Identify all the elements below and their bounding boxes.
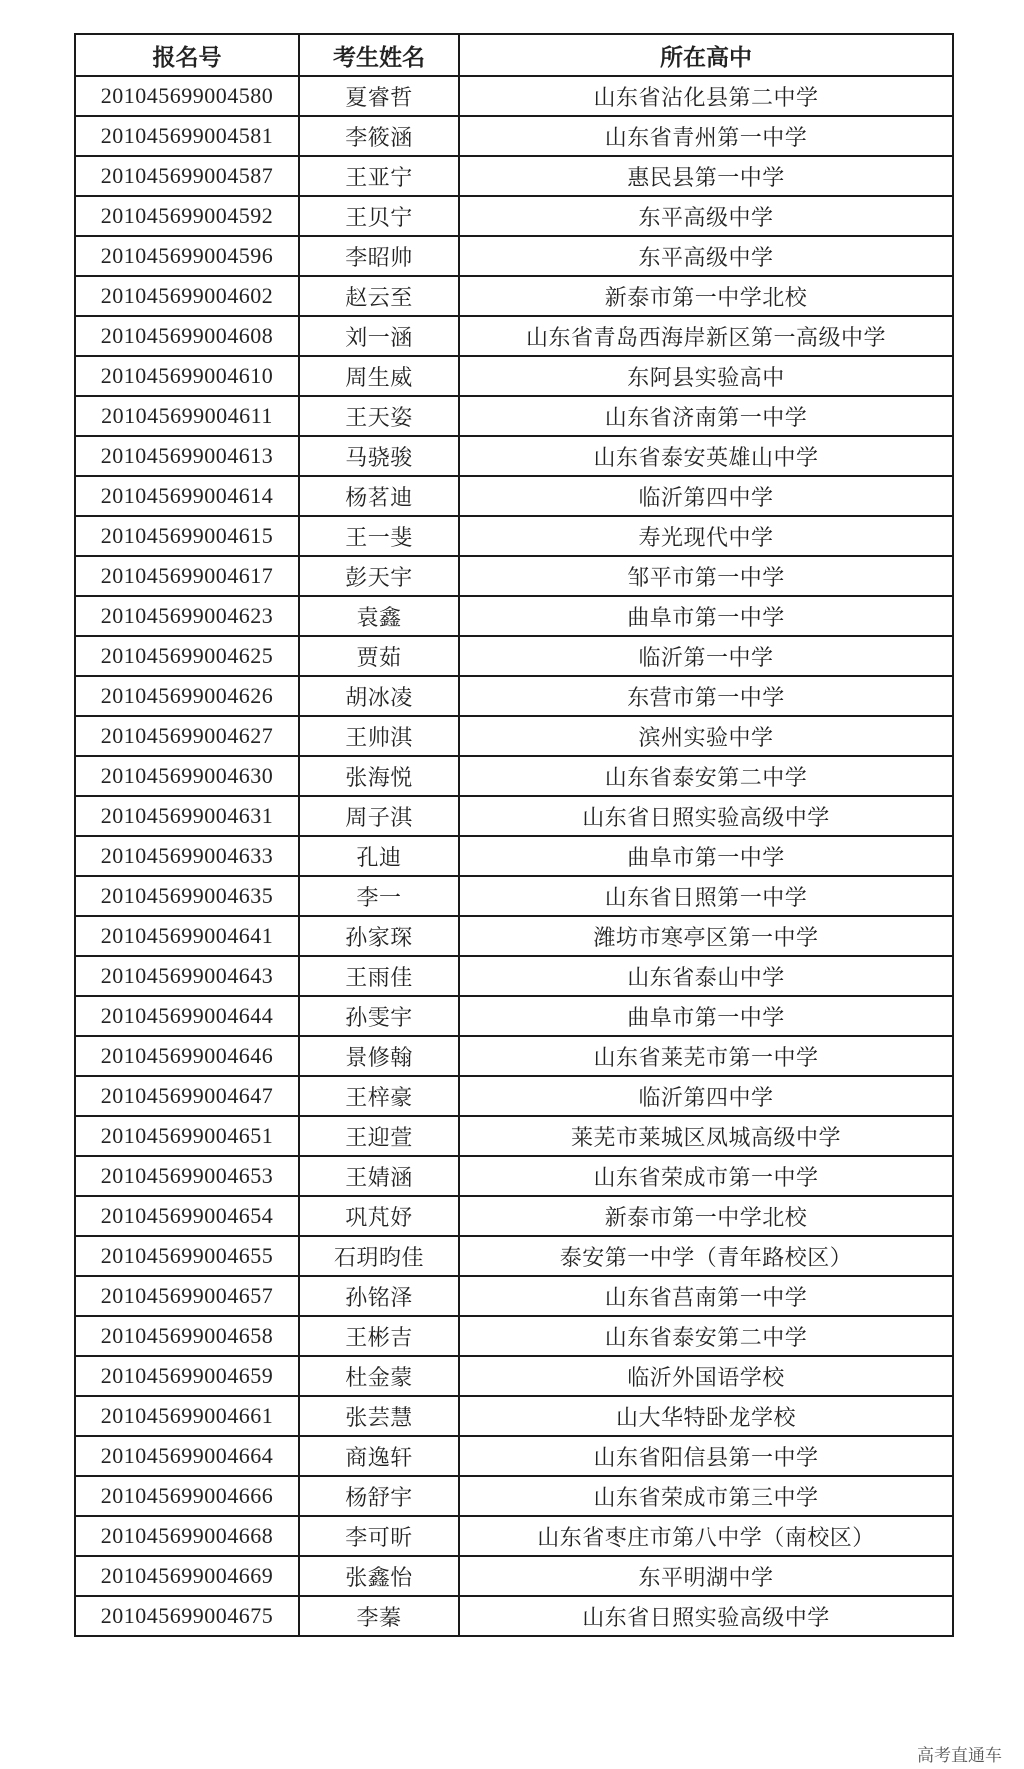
high-school-cell: 泰安第一中学（青年路校区） — [459, 1236, 953, 1276]
candidate-name-cell: 王帅淇 — [299, 716, 459, 756]
table-row — [75, 1356, 953, 1396]
table-row — [75, 1396, 953, 1436]
table-row — [75, 596, 953, 636]
registration-number-cell: 201045699004625 — [75, 636, 299, 676]
candidate-name-cell: 刘一涵 — [299, 316, 459, 356]
registration-number-cell: 201045699004654 — [75, 1196, 299, 1236]
candidate-name-cell: 赵云至 — [299, 276, 459, 316]
registration-number-cell: 201045699004647 — [75, 1076, 299, 1116]
table-row — [75, 156, 953, 196]
high-school-cell: 邹平市第一中学 — [459, 556, 953, 596]
table-row — [75, 996, 953, 1036]
high-school-cell: 山东省沾化县第二中学 — [459, 76, 953, 116]
table-row — [75, 1476, 953, 1516]
candidate-name-cell: 王贝宁 — [299, 196, 459, 236]
table-row — [75, 1516, 953, 1556]
candidate-name-cell: 孙铭泽 — [299, 1276, 459, 1316]
candidate-name-cell: 孙雯宇 — [299, 996, 459, 1036]
high-school-cell: 东阿县实验高中 — [459, 356, 953, 396]
registration-number-cell: 201045699004608 — [75, 316, 299, 356]
high-school-cell: 山东省泰山中学 — [459, 956, 953, 996]
admission-list-table — [74, 33, 954, 1637]
high-school-cell: 山东省泰安英雄山中学 — [459, 436, 953, 476]
high-school-cell: 东平高级中学 — [459, 236, 953, 276]
candidate-name-cell: 巩芃妤 — [299, 1196, 459, 1236]
high-school-cell: 山东省荣成市第一中学 — [459, 1156, 953, 1196]
table-row — [75, 1436, 953, 1476]
candidate-name-cell: 李筱涵 — [299, 116, 459, 156]
registration-number-cell: 201045699004675 — [75, 1596, 299, 1636]
candidate-name-cell: 杨茗迪 — [299, 476, 459, 516]
table-row — [75, 1596, 953, 1636]
registration-number-cell: 201045699004587 — [75, 156, 299, 196]
registration-number-cell: 201045699004651 — [75, 1116, 299, 1156]
candidate-name-cell: 杨舒宇 — [299, 1476, 459, 1516]
table-row — [75, 1276, 953, 1316]
table-row — [75, 876, 953, 916]
high-school-cell: 曲阜市第一中学 — [459, 996, 953, 1036]
registration-number-cell: 201045699004592 — [75, 196, 299, 236]
candidate-name-cell: 张芸慧 — [299, 1396, 459, 1436]
candidate-name-cell: 彭天宇 — [299, 556, 459, 596]
high-school-cell: 山东省枣庄市第八中学（南校区） — [459, 1516, 953, 1556]
candidate-name-cell: 张鑫怡 — [299, 1556, 459, 1596]
candidate-name-cell: 景修翰 — [299, 1036, 459, 1076]
table-row — [75, 236, 953, 276]
candidate-name-cell: 王彬吉 — [299, 1316, 459, 1356]
registration-number-cell: 201045699004661 — [75, 1396, 299, 1436]
registration-number-cell: 201045699004580 — [75, 76, 299, 116]
table-row — [75, 1196, 953, 1236]
candidate-name-cell: 李昭帅 — [299, 236, 459, 276]
table-row — [75, 676, 953, 716]
table-row — [75, 1076, 953, 1116]
high-school-cell: 山东省青州第一中学 — [459, 116, 953, 156]
high-school-cell: 滨州实验中学 — [459, 716, 953, 756]
high-school-cell: 临沂第一中学 — [459, 636, 953, 676]
candidate-name-cell: 王一斐 — [299, 516, 459, 556]
header-candidate-name: 考生姓名 — [299, 34, 459, 76]
high-school-cell: 寿光现代中学 — [459, 516, 953, 556]
registration-number-cell: 201045699004631 — [75, 796, 299, 836]
table-header-row — [75, 34, 953, 76]
high-school-cell: 山东省泰安第二中学 — [459, 1316, 953, 1356]
high-school-cell: 山大华特卧龙学校 — [459, 1396, 953, 1436]
high-school-cell: 山东省青岛西海岸新区第一高级中学 — [459, 316, 953, 356]
registration-number-cell: 201045699004615 — [75, 516, 299, 556]
registration-number-cell: 201045699004635 — [75, 876, 299, 916]
candidate-name-cell: 张海悦 — [299, 756, 459, 796]
registration-number-cell: 201045699004623 — [75, 596, 299, 636]
high-school-cell: 曲阜市第一中学 — [459, 596, 953, 636]
table-row — [75, 316, 953, 356]
high-school-cell: 东营市第一中学 — [459, 676, 953, 716]
candidate-name-cell: 王亚宁 — [299, 156, 459, 196]
candidate-name-cell: 李蓁 — [299, 1596, 459, 1636]
high-school-cell: 莱芜市莱城区凤城高级中学 — [459, 1116, 953, 1156]
table-row — [75, 356, 953, 396]
registration-number-cell: 201045699004641 — [75, 916, 299, 956]
registration-number-cell: 201045699004626 — [75, 676, 299, 716]
registration-number-cell: 201045699004610 — [75, 356, 299, 396]
registration-number-cell: 201045699004613 — [75, 436, 299, 476]
candidate-name-cell: 贾茹 — [299, 636, 459, 676]
table-row — [75, 756, 953, 796]
candidate-name-cell: 孙家琛 — [299, 916, 459, 956]
registration-number-cell: 201045699004666 — [75, 1476, 299, 1516]
table-row — [75, 716, 953, 756]
table-row — [75, 916, 953, 956]
table-row — [75, 436, 953, 476]
high-school-cell: 惠民县第一中学 — [459, 156, 953, 196]
high-school-cell: 山东省日照第一中学 — [459, 876, 953, 916]
registration-number-cell: 201045699004596 — [75, 236, 299, 276]
registration-number-cell: 201045699004669 — [75, 1556, 299, 1596]
high-school-cell: 山东省泰安第二中学 — [459, 756, 953, 796]
table-row — [75, 796, 953, 836]
candidate-name-cell: 石玥昀佳 — [299, 1236, 459, 1276]
registration-number-cell: 201045699004643 — [75, 956, 299, 996]
high-school-cell: 山东省阳信县第一中学 — [459, 1436, 953, 1476]
registration-number-cell: 201045699004668 — [75, 1516, 299, 1556]
candidate-name-cell: 周子淇 — [299, 796, 459, 836]
registration-number-cell: 201045699004658 — [75, 1316, 299, 1356]
registration-number-cell: 201045699004644 — [75, 996, 299, 1036]
candidate-name-cell: 李一 — [299, 876, 459, 916]
table-row — [75, 116, 953, 156]
table-row — [75, 1156, 953, 1196]
high-school-cell: 新泰市第一中学北校 — [459, 1196, 953, 1236]
registration-number-cell: 201045699004657 — [75, 1276, 299, 1316]
registration-number-cell: 201045699004659 — [75, 1356, 299, 1396]
header-high-school: 所在高中 — [459, 34, 953, 76]
registration-number-cell: 201045699004630 — [75, 756, 299, 796]
table-row — [75, 396, 953, 436]
table-row — [75, 836, 953, 876]
candidate-name-cell: 周生威 — [299, 356, 459, 396]
candidate-name-cell: 袁鑫 — [299, 596, 459, 636]
high-school-cell: 山东省莒南第一中学 — [459, 1276, 953, 1316]
header-registration-number: 报名号 — [75, 34, 299, 76]
candidate-name-cell: 杜金蒙 — [299, 1356, 459, 1396]
high-school-cell: 山东省日照实验高级中学 — [459, 796, 953, 836]
high-school-cell: 东平明湖中学 — [459, 1556, 953, 1596]
candidate-name-cell: 王天姿 — [299, 396, 459, 436]
high-school-cell: 临沂第四中学 — [459, 1076, 953, 1116]
candidate-name-cell: 王梓豪 — [299, 1076, 459, 1116]
candidate-name-cell: 李可昕 — [299, 1516, 459, 1556]
high-school-cell: 临沂第四中学 — [459, 476, 953, 516]
registration-number-cell: 201045699004602 — [75, 276, 299, 316]
table-row — [75, 476, 953, 516]
registration-number-cell: 201045699004655 — [75, 1236, 299, 1276]
table-row — [75, 196, 953, 236]
candidate-name-cell: 孔迪 — [299, 836, 459, 876]
table-row — [75, 636, 953, 676]
high-school-cell: 山东省莱芜市第一中学 — [459, 1036, 953, 1076]
high-school-cell: 潍坊市寒亭区第一中学 — [459, 916, 953, 956]
watermark-text: 高考直通车 — [917, 1746, 1002, 1766]
high-school-cell: 曲阜市第一中学 — [459, 836, 953, 876]
table-row — [75, 1316, 953, 1356]
high-school-cell: 东平高级中学 — [459, 196, 953, 236]
registration-number-cell: 201045699004653 — [75, 1156, 299, 1196]
registration-number-cell: 201045699004633 — [75, 836, 299, 876]
candidate-name-cell: 夏睿哲 — [299, 76, 459, 116]
registration-number-cell: 201045699004627 — [75, 716, 299, 756]
candidate-name-cell: 王雨佳 — [299, 956, 459, 996]
table-row — [75, 276, 953, 316]
table-row — [75, 76, 953, 116]
table-row — [75, 1116, 953, 1156]
table-row — [75, 956, 953, 996]
table-row — [75, 1556, 953, 1596]
candidate-name-cell: 胡冰凌 — [299, 676, 459, 716]
high-school-cell: 新泰市第一中学北校 — [459, 276, 953, 316]
registration-number-cell: 201045699004611 — [75, 396, 299, 436]
table-row — [75, 1236, 953, 1276]
candidate-name-cell: 王迎萱 — [299, 1116, 459, 1156]
high-school-cell: 山东省济南第一中学 — [459, 396, 953, 436]
high-school-cell: 临沂外国语学校 — [459, 1356, 953, 1396]
candidate-name-cell: 商逸轩 — [299, 1436, 459, 1476]
high-school-cell: 山东省荣成市第三中学 — [459, 1476, 953, 1516]
registration-number-cell: 201045699004646 — [75, 1036, 299, 1076]
candidate-name-cell: 王婧涵 — [299, 1156, 459, 1196]
registration-number-cell: 201045699004614 — [75, 476, 299, 516]
registration-number-cell: 201045699004581 — [75, 116, 299, 156]
table-row — [75, 516, 953, 556]
registration-number-cell: 201045699004664 — [75, 1436, 299, 1476]
high-school-cell: 山东省日照实验高级中学 — [459, 1596, 953, 1636]
table-row — [75, 1036, 953, 1076]
registration-number-cell: 201045699004617 — [75, 556, 299, 596]
table-row — [75, 556, 953, 596]
candidate-name-cell: 马骁骏 — [299, 436, 459, 476]
